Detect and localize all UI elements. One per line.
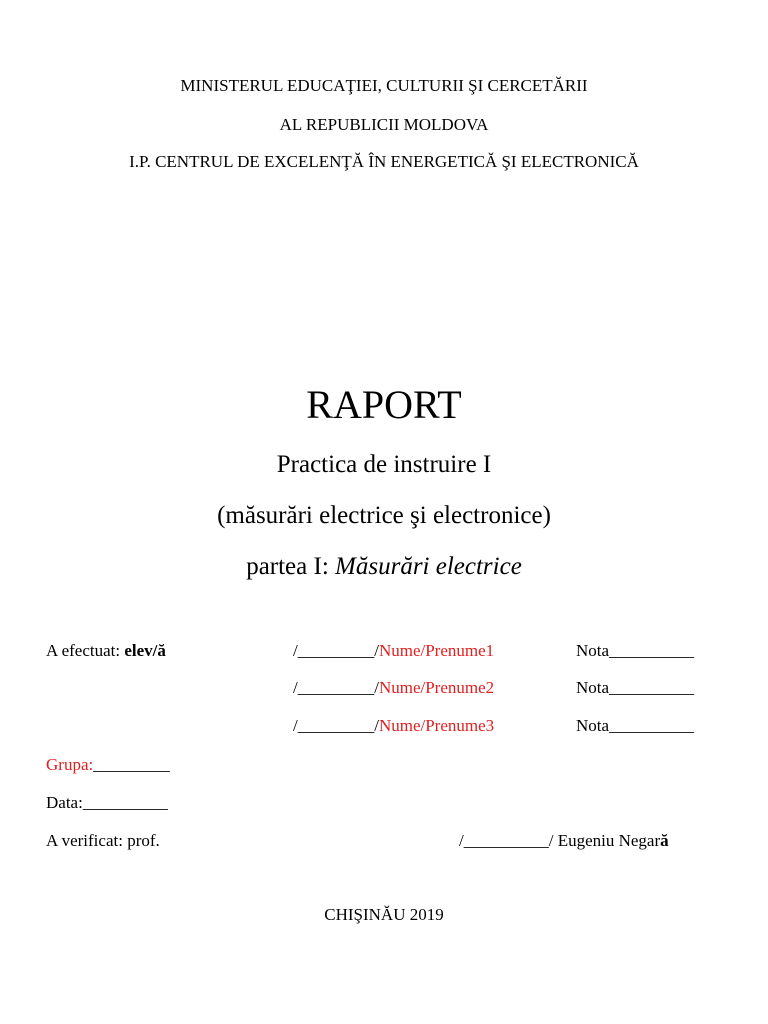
subtitle-open-paren: (	[217, 502, 226, 529]
group-blank: _________	[93, 755, 170, 774]
verifier-name-prefix: Eugeniu N	[557, 831, 631, 850]
student-name: Nume/Prenume1	[378, 641, 495, 660]
verifier-name-bold: egar	[630, 831, 661, 850]
executed-label	[46, 641, 166, 661]
subtitle-part	[0, 553, 768, 581]
subtitle-bold-word: măsurări	[225, 502, 313, 529]
report-title: RAPORT	[306, 382, 462, 427]
subtitle-part-italic: Măsurări electrice	[335, 553, 522, 580]
student-grade-1: Nota__________	[576, 641, 695, 660]
verifier-signature	[459, 831, 669, 851]
subtitle-measurements	[0, 502, 768, 530]
verifier-name-suffix: ă	[660, 831, 669, 850]
student-slash: /_________/	[293, 716, 379, 735]
institution-line: I.P. CENTRUL DE EXCELENŢĂ ÎN ENERGETICĂ ŞI ELECTRONICĂ	[129, 152, 639, 171]
executed-role: elev/ă	[124, 641, 166, 660]
verified-label: A verificat: prof.	[46, 831, 160, 850]
student-row-2	[293, 678, 494, 698]
student-name: Nume/Prenume3	[378, 716, 495, 735]
executed-label-text: A efectuat:	[46, 641, 125, 660]
subtitle-practice: Practica de instruire I	[276, 451, 492, 478]
student-grade-2: Nota__________	[576, 678, 695, 697]
student-name: Nume/Prenume2	[378, 678, 495, 697]
student-row-3	[293, 716, 494, 736]
verifier-slash: /__________/	[459, 831, 558, 850]
city-year: CHIŞINĂU 2019	[324, 905, 444, 924]
subtitle-rest: electrice şi electronice)	[312, 502, 551, 529]
republic-line: AL REPUBLICII MOLDOVA	[279, 115, 489, 134]
student-slash: /_________/	[293, 678, 379, 697]
group-label: Grupa:	[46, 755, 94, 774]
student-slash: /_________/	[293, 641, 379, 660]
group-field	[46, 755, 170, 775]
date-field: Data:__________	[46, 793, 168, 812]
subtitle-part-prefix: partea I:	[246, 553, 336, 580]
ministry-line: MINISTERUL EDUCAŢIEI, CULTURII ŞI CERCETĂRII	[180, 76, 588, 95]
student-grade-3: Nota__________	[576, 716, 695, 735]
student-row-1	[293, 641, 494, 661]
